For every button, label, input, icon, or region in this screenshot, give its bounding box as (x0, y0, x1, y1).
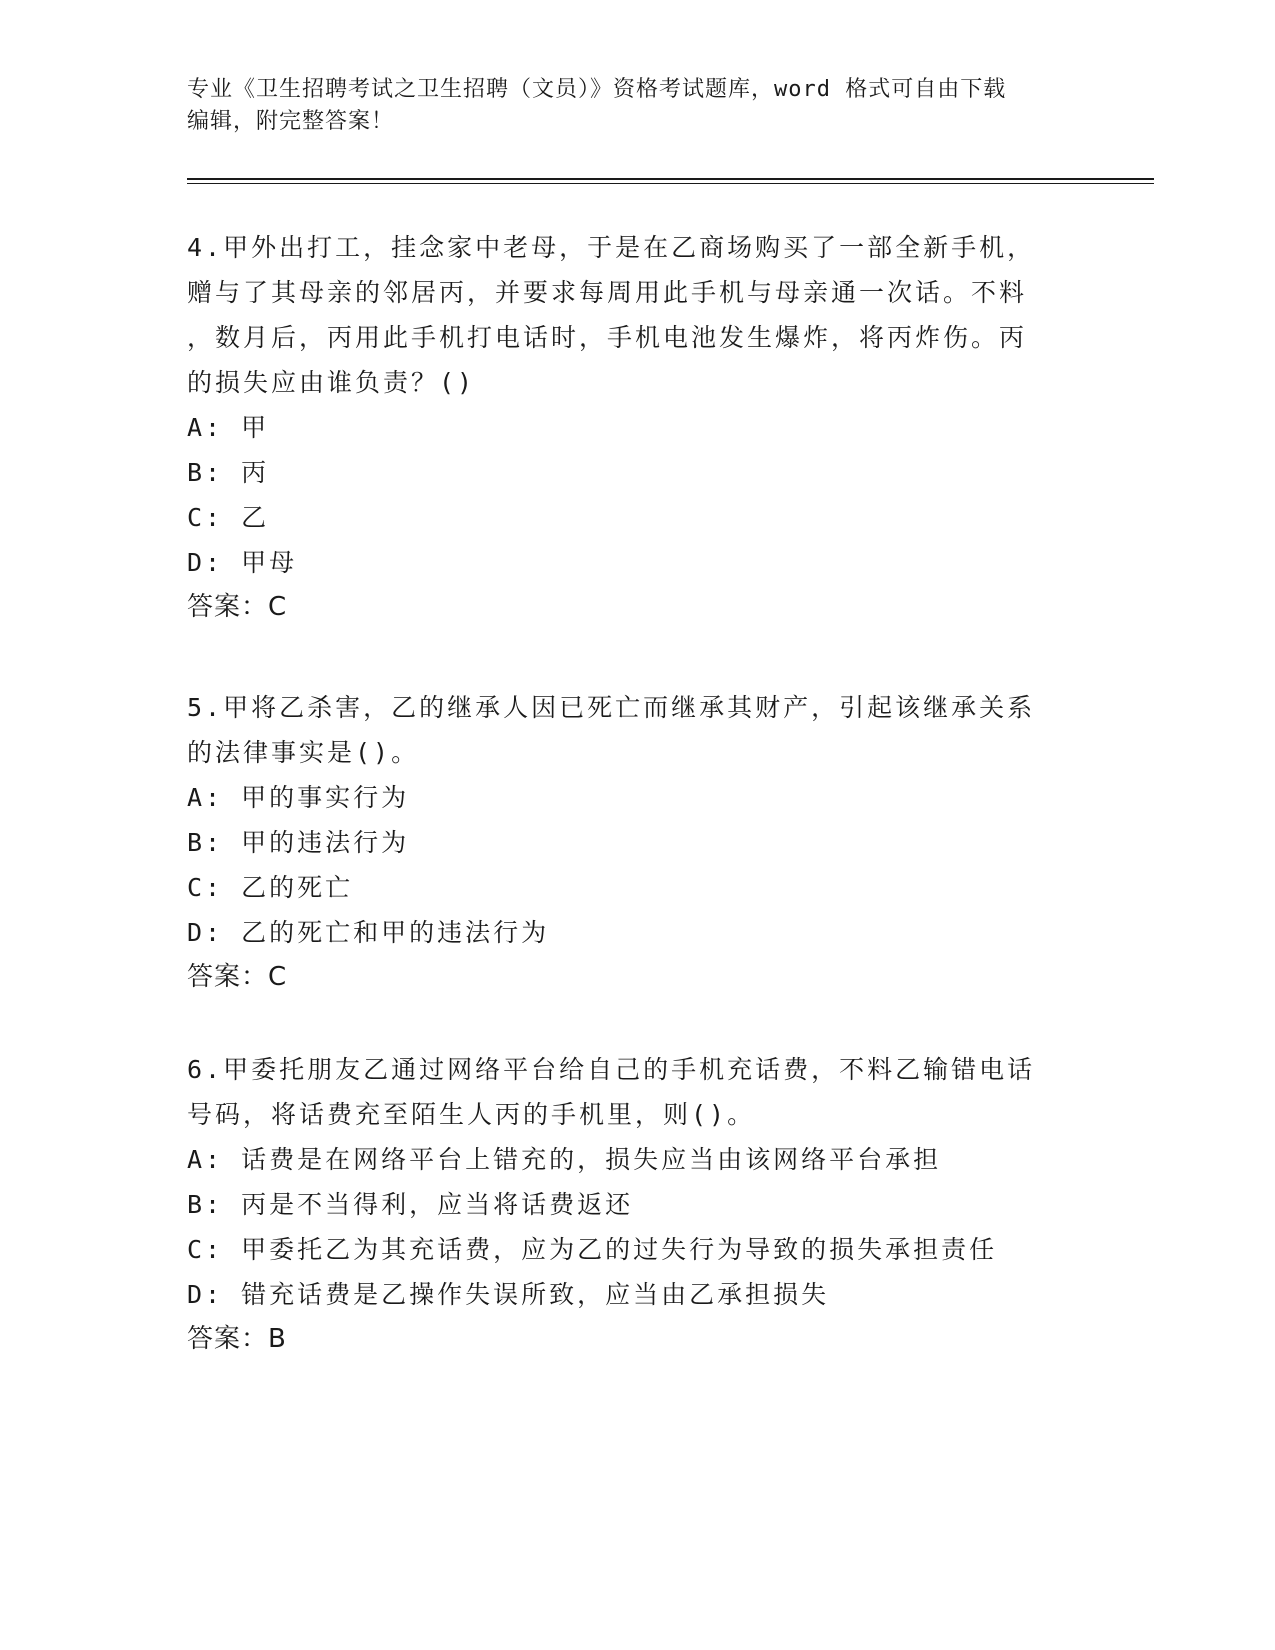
question-text-line: ，数月后，丙用此手机打电话时，手机电池发生爆炸，将丙炸伤。丙 (187, 323, 1028, 352)
header-title-line-2: 编辑，附完整答案！ (187, 109, 395, 134)
option-a: A: 话费是在网络平台上错充的，损失应当由该网络平台承担 (187, 1145, 942, 1174)
question-text-line: 的损失应由谁负责？() (187, 368, 476, 397)
option-b: B: 丙 (187, 458, 270, 487)
option-b: B: 甲的违法行为 (187, 828, 410, 857)
answer-label: 答案：C (187, 592, 288, 622)
question-text-line: 5.甲将乙杀害，乙的继承人因已死亡而继承其财产，引起该继承关系 (187, 693, 1036, 722)
question-text-line: 4.甲外出打工，挂念家中老母，于是在乙商场购买了一部全新手机， (187, 233, 1036, 262)
question-text-line: 的法律事实是()。 (187, 738, 420, 767)
question-4 (187, 225, 1087, 630)
option-c: C: 甲委托乙为其充话费，应为乙的过失行为导致的损失承担责任 (187, 1235, 998, 1264)
option-a: A: 甲 (187, 413, 270, 442)
option-d: D: 错充话费是乙操作失误所致，应当由乙承担损失 (187, 1280, 830, 1309)
header-title-line-1: 专业《卫生招聘考试之卫生招聘（文员）》资格考试题库，word 格式可自由下载 (187, 77, 1007, 102)
document-header (187, 74, 1087, 138)
option-d: D: 乙的死亡和甲的违法行为 (187, 918, 550, 947)
answer-label: 答案：C (187, 962, 288, 992)
question-text-line: 赠与了其母亲的邻居丙，并要求每周用此手机与母亲通一次话。不料 (187, 278, 1028, 307)
question-text-line: 号码，将话费充至陌生人丙的手机里，则()。 (187, 1100, 756, 1129)
option-c: C: 乙的死亡 (187, 873, 354, 902)
question-6 (187, 1047, 1087, 1362)
option-d: D: 甲母 (187, 548, 298, 577)
option-c: C: 乙 (187, 503, 270, 532)
option-b: B: 丙是不当得利，应当将话费返还 (187, 1190, 634, 1219)
question-5 (187, 685, 1087, 1000)
header-divider-thick (187, 178, 1154, 180)
header-divider-thin (187, 183, 1154, 184)
answer-label: 答案：B (187, 1324, 287, 1354)
option-a: A: 甲的事实行为 (187, 783, 410, 812)
question-text-line: 6.甲委托朋友乙通过网络平台给自己的手机充话费，不料乙输错电话 (187, 1055, 1036, 1084)
